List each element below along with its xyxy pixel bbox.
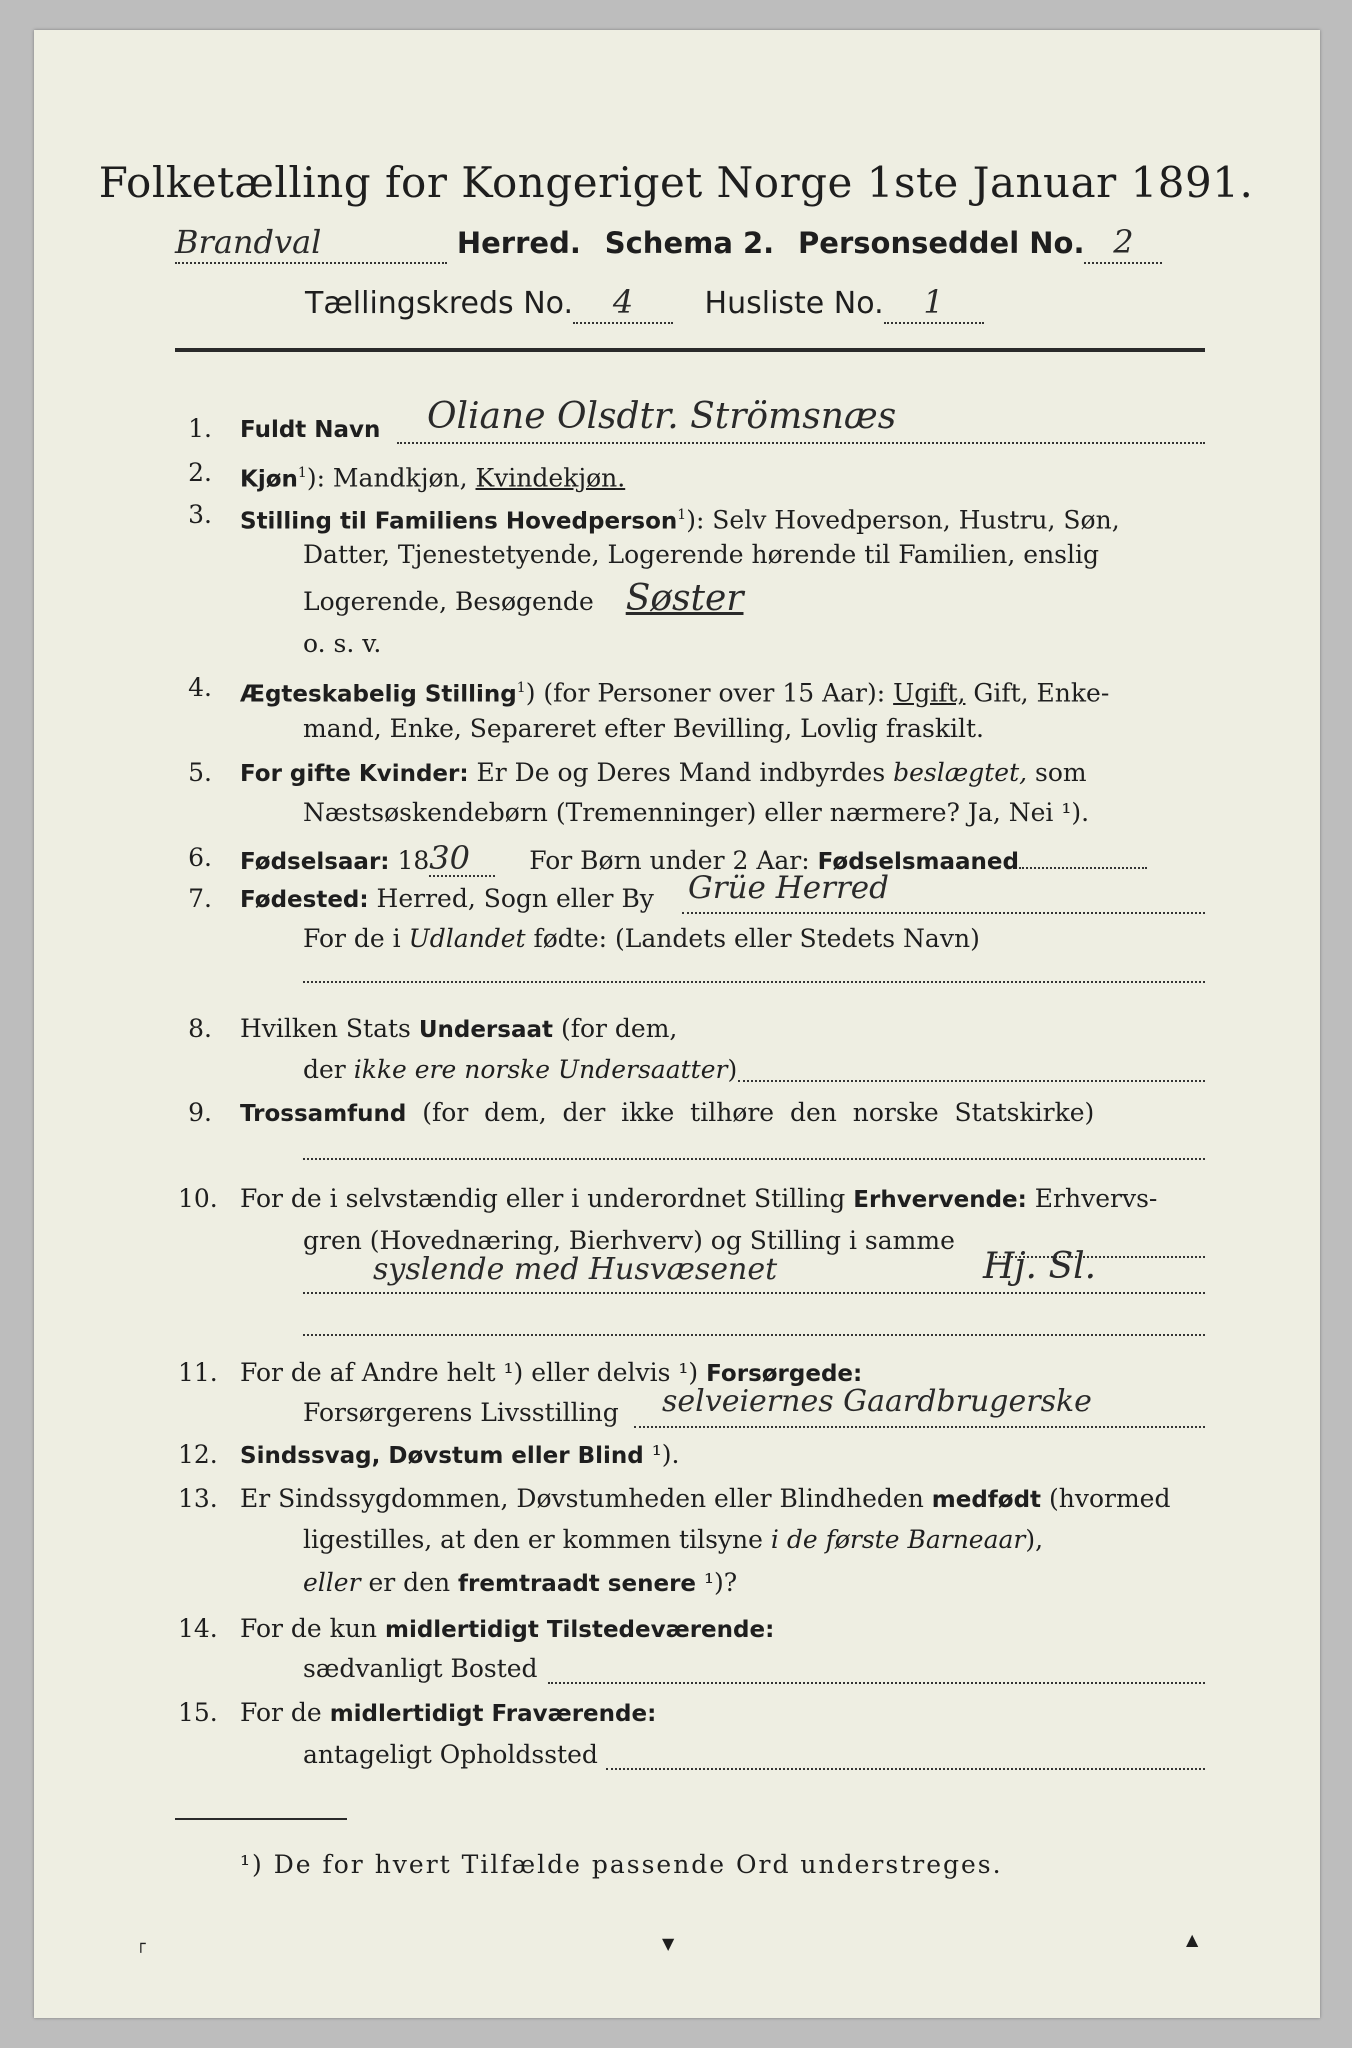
q1-number: 1. xyxy=(188,414,212,443)
q14-line-1 xyxy=(240,1612,774,1647)
q11-label: Forsørgede: xyxy=(706,1361,863,1387)
q13-text-2b: ), xyxy=(1025,1525,1044,1554)
q15-number: 15. xyxy=(178,1698,218,1727)
q15-line-2: antageligt Opholdssted xyxy=(303,1740,598,1769)
q14-label: midlertidigt Tilstedeværende: xyxy=(384,1617,775,1643)
q1-line xyxy=(240,412,380,447)
q8-number: 8. xyxy=(188,1014,212,1043)
center-mark: ▼ xyxy=(662,1934,675,1953)
q4-line-2: mand, Enke, Separeret efter Bevilling, Lovlig fraskilt. xyxy=(303,714,984,743)
q14-text-a: For de kun xyxy=(240,1614,385,1643)
q13-italic: i de første Barneaar xyxy=(770,1525,1026,1554)
q6-prefix: 18 xyxy=(389,846,430,875)
form-title: Folketælling for Kongeriget Norge 1ste Januar 1891. xyxy=(98,158,1254,207)
q1-handwritten-name: Oliane Olsdtr. Strömsnæs xyxy=(427,396,897,437)
q8-text-b: (for dem, xyxy=(553,1014,678,1043)
q10-label: Erhvervende: xyxy=(853,1187,1027,1213)
q12-line xyxy=(240,1438,679,1473)
q10-text-b: Erhvervs- xyxy=(1026,1184,1158,1213)
q7-line-1 xyxy=(240,882,654,917)
q3-number: 3. xyxy=(188,500,212,529)
q13-line-3 xyxy=(303,1566,737,1601)
q13-text-a: Er Sindssygdommen, Døvstumheden eller Blindheden xyxy=(240,1484,932,1513)
q8-line-2 xyxy=(303,1053,737,1087)
footnote: ¹) De for hvert Tilfælde passende Ord understreges. xyxy=(240,1850,1003,1879)
corner-mark-left: ┌ xyxy=(136,1934,146,1953)
q6-label: Fødselsaar: xyxy=(240,849,390,875)
husliste-value: 1 xyxy=(884,282,984,324)
q8-italic: ikke ere norske Undersaatter xyxy=(353,1055,728,1084)
q7-text: Herred, Sogn eller By xyxy=(368,884,654,913)
q7-line-2 xyxy=(303,922,980,956)
q10-text-a: For de i selvstændig eller i underordnet Stilling xyxy=(240,1184,854,1213)
q2-label: Kjøn xyxy=(240,466,298,493)
q13-label-2: fremtraadt senere xyxy=(458,1571,697,1597)
q7-text-2b: fødte: (Landets eller Stedets Navn) xyxy=(525,924,980,953)
q11-answer-line xyxy=(634,1384,1205,1428)
personseddel-value: 2 xyxy=(1084,222,1162,264)
q13-number: 13. xyxy=(178,1484,218,1513)
q8-label: Undersaat xyxy=(418,1017,553,1043)
corner-mark-right: ▲ xyxy=(1186,1930,1199,1949)
q5-text-a: Er De og Deres Mand indbyrdes xyxy=(468,758,894,787)
q15-text-a: For de xyxy=(240,1698,330,1727)
q5-number: 5. xyxy=(188,758,212,787)
q10-line-1 xyxy=(240,1182,1157,1217)
q3-handwritten-answer: Søster xyxy=(625,578,744,619)
q4-number: 4. xyxy=(188,673,212,702)
q13-text-3b: ¹)? xyxy=(696,1568,738,1597)
q7-italic: Udlandet xyxy=(408,924,526,953)
q7-answer-line xyxy=(682,870,1205,914)
q9-line xyxy=(240,1096,1094,1131)
herred-value: Brandval xyxy=(175,222,447,264)
q7-number: 7. xyxy=(188,884,212,913)
q13-text-b: (hvormed xyxy=(1041,1484,1171,1513)
q2-sup: 1 xyxy=(297,465,307,481)
husliste-label: Husliste No. xyxy=(704,286,884,321)
header-row-1 xyxy=(175,222,1162,264)
q2-number: 2. xyxy=(188,458,212,487)
q7-handwritten-birthplace: Grüe Herred xyxy=(688,870,889,906)
q4-underlined-answer: Ugift, xyxy=(893,678,966,708)
q1-answer-line xyxy=(397,396,1205,444)
q10-blank-line xyxy=(303,1328,1205,1336)
q14-number: 14. xyxy=(178,1614,218,1643)
q3-text-3: Logerende, Besøgende xyxy=(303,587,594,616)
q5-line-2: Næstsøskendebørn (Tremenninger) eller nærmere? Ja, Nei ¹). xyxy=(303,798,1090,827)
q6-birth-year: 30 xyxy=(429,841,495,877)
q8-line-1 xyxy=(240,1012,677,1047)
q8-text-a: Hvilken Stats xyxy=(240,1014,419,1043)
q9-blank-line xyxy=(303,1152,1205,1160)
footnote-rule xyxy=(175,1818,347,1820)
personseddel-label: Personseddel No. xyxy=(798,226,1085,260)
q5-line-1 xyxy=(240,756,1087,791)
q12-number: 12. xyxy=(178,1440,218,1469)
q6-text: For Børn under 2 Aar: xyxy=(529,846,818,875)
q13-line-2 xyxy=(303,1523,1043,1557)
q7-blank-line xyxy=(303,975,1205,983)
q6-month-blank xyxy=(1019,867,1147,869)
q6-label-2: Fødselsmaaned xyxy=(817,849,1019,875)
q13-text-3a: er den xyxy=(360,1568,459,1597)
q13-label: medfødt xyxy=(931,1487,1042,1513)
q11-handwritten-provider: selveiernes Gaardbrugerske xyxy=(662,1384,1092,1419)
q8-blank-line xyxy=(738,1074,1205,1082)
q3-line-1: Stilling til Familiens Hovedperson$^1$): Selv Hovedperson, Hustru, Søn, xyxy=(240,505,1120,535)
kreds-label: Tællingskreds No. xyxy=(305,286,573,321)
q5-italic: beslægtet, xyxy=(893,758,1028,787)
q4-text-a: ) (for Personer over 15 Aar): xyxy=(525,678,894,708)
q13-text-2a: ligestilles, at den er kommen tilsyne xyxy=(303,1525,771,1554)
q6-number: 6. xyxy=(188,843,212,872)
q8-text-2a: der xyxy=(303,1055,354,1084)
q13-italic-2: eller xyxy=(303,1568,361,1597)
q4-line-1: Ægteskabelig Stilling$^1$) (for Personer over 15 Aar): Ugift, Gift, Enke- xyxy=(240,678,1110,708)
q12-text: ¹). xyxy=(643,1440,680,1469)
header-divider xyxy=(175,348,1205,352)
q3-line-3 xyxy=(303,578,744,619)
q2-underlined-answer: Kvindekjøn. xyxy=(475,463,626,493)
q10-handwritten-code: Hj. Sl. xyxy=(983,1246,1097,1287)
q4-text-b: Gift, Enke- xyxy=(965,678,1110,708)
q2-line xyxy=(240,456,625,496)
q13-line-1 xyxy=(240,1482,1170,1517)
schema-label: Schema 2. xyxy=(604,226,775,260)
kreds-value: 4 xyxy=(573,282,673,324)
q9-label: Trossamfund xyxy=(240,1101,407,1127)
q2-text: ): Mandkjøn, xyxy=(306,463,476,493)
herred-label: Herred. xyxy=(456,226,581,260)
q14-line-2: sædvanligt Bosted xyxy=(303,1654,538,1683)
q5-label: For gifte Kvinder: xyxy=(240,761,469,787)
q10-answer-line xyxy=(303,1246,1205,1294)
q9-number: 9. xyxy=(188,1098,212,1127)
q15-blank-line xyxy=(606,1756,1205,1770)
q5-text-b: som xyxy=(1027,758,1087,787)
q3-label: Stilling til Familiens Hovedperson xyxy=(240,508,678,535)
q11-line-2: Forsørgerens Livsstilling xyxy=(303,1398,619,1427)
q9-text: (for dem, der ikke tilhøre den norske Statskirke) xyxy=(406,1098,1095,1127)
q4-label: Ægteskabelig Stilling xyxy=(240,681,517,708)
q11-text-a: For de af Andre helt ¹) eller delvis ¹) xyxy=(240,1358,707,1387)
q14-blank-line xyxy=(548,1670,1205,1684)
q3-line-2: Datter, Tjenestetyende, Logerende hørende til Familien, enslig xyxy=(303,540,1100,569)
q12-label: Sindssvag, Døvstum eller Blind xyxy=(240,1443,644,1469)
q7-text-2a: For de i xyxy=(303,924,409,953)
q3-line-4: o. s. v. xyxy=(303,629,382,658)
q7-label: Fødested: xyxy=(240,887,369,913)
q10-number: 10. xyxy=(178,1184,218,1213)
q8-text-2b: ) xyxy=(727,1055,738,1084)
q10-line-2: gren (Hovednæring, Bierhverv) og Stilling i samme xyxy=(303,1226,955,1255)
q1-label: Fuldt Navn xyxy=(240,417,381,443)
q15-line-1 xyxy=(240,1696,656,1731)
q15-label: midlertidigt Fraværende: xyxy=(329,1701,657,1727)
q10-handwritten-occupation: syslende med Husvæsenet xyxy=(373,1252,778,1287)
q3-text-1: ): Selv Hovedperson, Hustru, Søn, xyxy=(686,505,1120,535)
q11-number: 11. xyxy=(178,1358,218,1387)
header-row-2 xyxy=(305,282,984,324)
